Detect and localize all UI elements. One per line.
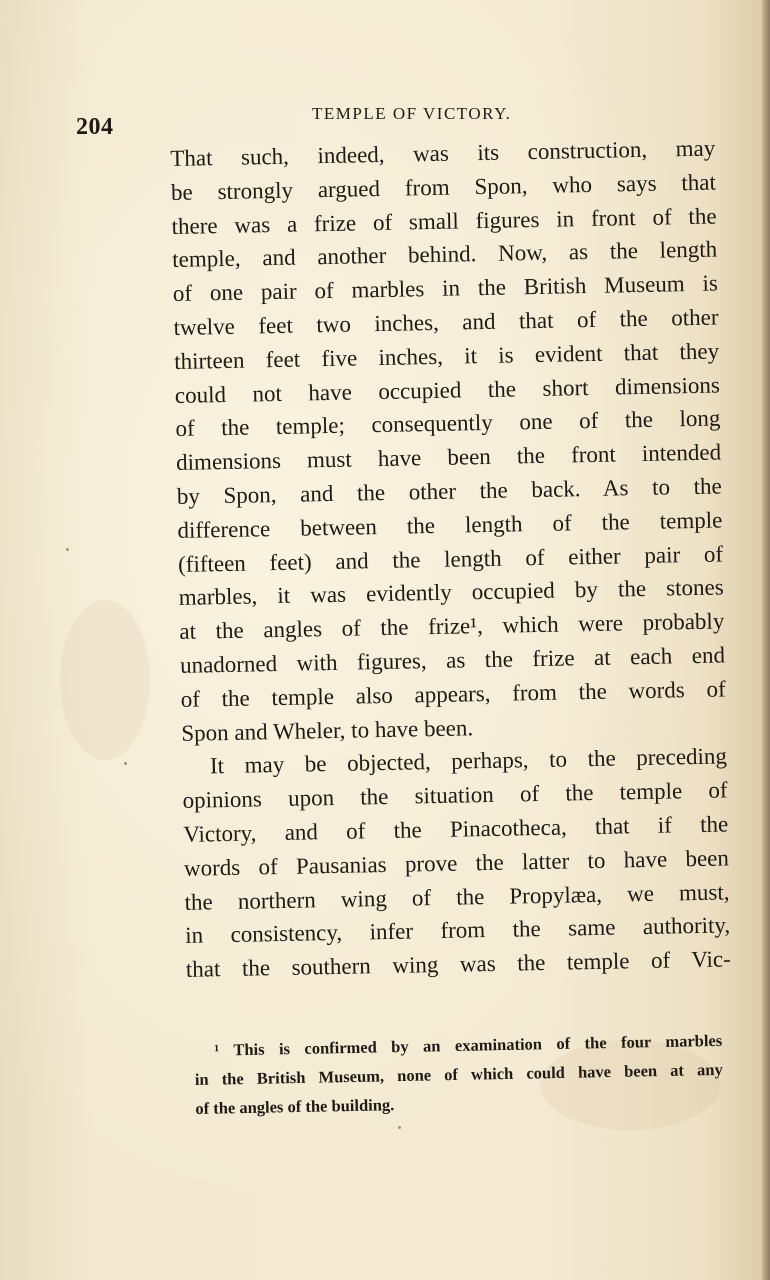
text-line: dimensions must have been the front intended: [175, 439, 722, 476]
text-line: Victory, and of the Pinacotheca, that if the: [183, 811, 729, 847]
footnote-line: of the angles of the building.: [195, 1095, 395, 1118]
text-line: there was a frize of small figures in front of the: [171, 203, 717, 239]
text-line: could not have occupied the short dimensions: [174, 372, 720, 408]
paper-speck: [398, 1126, 401, 1129]
paper-stain: [60, 600, 150, 760]
text-line: twelve feet two inches, and that of the other: [173, 304, 719, 340]
text-line: of the temple; consequently one of the long: [175, 405, 721, 442]
text-line: thirteen feet five inches, it is evident that they: [173, 338, 720, 374]
text-line: by Spon, and the other the back. As to the: [176, 473, 722, 509]
running-head: TEMPLE OF VICTORY.: [312, 104, 512, 123]
text-line: marbles, it was evidently occupied by the stones: [178, 574, 724, 611]
text-line: of the temple also appears, from the words of: [180, 676, 726, 712]
text-line: be strongly argued from Spon, who says that: [170, 169, 717, 205]
text-line: Spon and Wheler, to have been.: [181, 714, 474, 746]
text-line: the northern wing of the Propylæa, we must,: [184, 878, 730, 915]
footnote-line: ¹ This is confirmed by an examination of the four marbles: [214, 1030, 723, 1060]
text-line: opinions upon the situation of the temple of: [182, 777, 728, 814]
paper-speck: [66, 548, 69, 551]
text-line: difference between the length of the temple: [177, 507, 723, 543]
text-line: that the southern wing was the temple of Vic-: [185, 946, 732, 982]
text-line: temple, and another behind. Now, as the length: [172, 236, 718, 273]
text-line: (fifteen feet) and the length of either pair of: [177, 541, 724, 577]
text-line: of one pair of marbles in the British Museum is: [172, 270, 719, 307]
text-line: in consistency, infer from the same authority,: [184, 912, 731, 949]
text-line: words of Pausanias prove the latter to have been: [183, 845, 730, 881]
text-line: unadorned with figures, as the frize at each end: [179, 642, 726, 678]
page-number: 204: [76, 114, 114, 140]
footnote: [194, 1026, 724, 1123]
text-line: at the angles of the frize¹, which were probably: [179, 608, 725, 645]
page-edge: [762, 0, 770, 1280]
paper-speck: [124, 762, 127, 765]
text-line: It may be objected, perhaps, to the preceding: [209, 743, 728, 779]
text-line: That such, indeed, was its construction, may: [170, 135, 716, 171]
body-text: [170, 132, 731, 987]
footnote-line: in the British Museum, none of which could have been at any: [194, 1059, 723, 1089]
